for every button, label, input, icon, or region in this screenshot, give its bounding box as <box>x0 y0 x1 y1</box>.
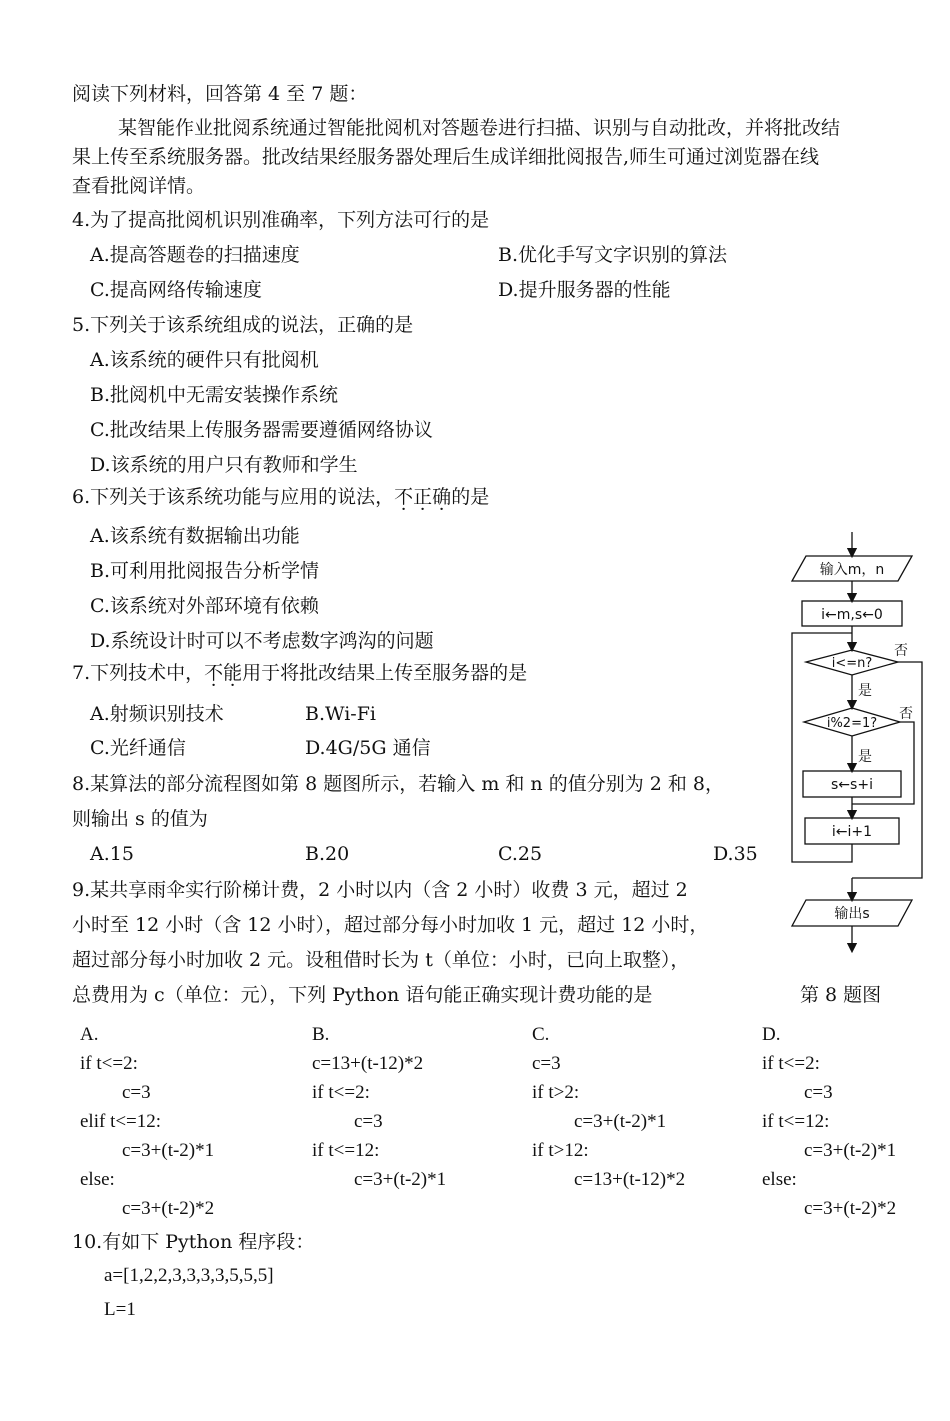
q8-option-b: B.20 <box>305 843 350 865</box>
q9-option-b-code-line: c=3 <box>354 1111 383 1132</box>
q4-option-c: C.提高网络传输速度 <box>90 279 262 301</box>
q7-option-a: A.射频识别技术 <box>90 703 224 725</box>
flow-yes-label-1: 是 <box>858 683 872 699</box>
q9-option-b-label: B. <box>312 1024 330 1045</box>
flowchart-caption: 第 8 题图 <box>800 984 882 1006</box>
q7-stem-prefix: 7.下列技术中， <box>72 662 205 684</box>
q6-stem-suffix: 的是 <box>451 486 490 508</box>
q6-option-d: D.系统设计时可以不考虑数字鸿沟的问题 <box>90 630 434 652</box>
q7-option-b: B.Wi-Fi <box>305 703 376 725</box>
q5-option-a: A.该系统的硬件只有批阅机 <box>90 349 319 371</box>
q9-option-a-code-line: else: <box>80 1169 115 1190</box>
q9-option-a-code-line: c=3+(t-2)*2 <box>122 1198 215 1219</box>
q7-stem-suffix: 用于将批改结果上传至服务器的是 <box>242 662 528 684</box>
q9-option-d-code-line: else: <box>762 1169 797 1190</box>
q9-stem-line-4: 总费用为 c（单位：元），下列 Python 语句能正确实现计费功能的是 <box>72 984 653 1006</box>
q9-option-c-code-line: c=3 <box>532 1053 561 1074</box>
q9-option-d-code-line: c=3+(t-2)*2 <box>804 1198 897 1219</box>
flow-yes-label-2: 是 <box>858 749 872 765</box>
q9-option-a-label: A. <box>80 1024 99 1045</box>
q9-stem-line-3: 超过部分每小时加收 2 元。设租借时长为 t（单位：小时，已向上取整）， <box>72 949 690 971</box>
q5-option-d: D.该系统的用户只有教师和学生 <box>90 454 358 476</box>
q8-stem-line-2: 则输出 s 的值为 <box>72 808 208 830</box>
q7-stem <box>72 661 527 685</box>
q6-emphasis-char-2: 正 <box>413 486 433 508</box>
q10-code-line: L=1 <box>104 1299 136 1320</box>
flow-output-text: 输出s <box>834 906 870 922</box>
q9-option-b-code-line: c=3+(t-2)*1 <box>354 1169 447 1190</box>
q8-option-d: D.35 <box>713 843 758 865</box>
flow-increment-text: i←i+1 <box>831 824 873 840</box>
q9-option-c-code-line: if t>2: <box>532 1082 580 1103</box>
q7-emphasis-char-2: 能 <box>223 662 243 684</box>
material-para-line-1: 某智能作业批阅系统通过智能批阅机对答题卷进行扫描、识别与自动批改，并将批改结 <box>118 117 841 139</box>
flow-decision-1-text: i<=n? <box>831 656 873 671</box>
q6-stem <box>72 485 489 509</box>
q10-code-line: a=[1,2,2,3,3,3,3,5,5,5] <box>104 1265 274 1286</box>
q5-option-c: C.批改结果上传服务器需要遵循网络协议 <box>90 419 433 441</box>
material-heading: 阅读下列材料，回答第 4 至 7 题： <box>72 83 368 105</box>
q8-option-a: A.15 <box>90 843 134 865</box>
q9-option-b-code-line: if t<=2: <box>312 1082 370 1103</box>
q9-option-c-code-line: c=3+(t-2)*1 <box>574 1111 667 1132</box>
flow-no-label-1: 否 <box>894 643 908 659</box>
q9-option-a-code-line: elif t<=12: <box>80 1111 162 1132</box>
material-para-line-3: 查看批阅详情。 <box>72 175 206 197</box>
q9-option-d-code-line: if t<=12: <box>762 1111 830 1132</box>
q4-option-d: D.提升服务器的性能 <box>498 279 671 301</box>
q5-stem: 5.下列关于该系统组成的说法，正确的是 <box>72 314 414 336</box>
q9-option-b-code-line: c=13+(t-12)*2 <box>312 1053 424 1074</box>
q9-option-d-code-line: c=3 <box>804 1082 833 1103</box>
flow-init-text: i←m,s←0 <box>821 607 883 623</box>
q6-emphasis-char-1: 不 <box>394 486 414 508</box>
q9-option-a-code-line: c=3+(t-2)*1 <box>122 1140 215 1161</box>
q6-stem-prefix: 6.下列关于该系统功能与应用的说法， <box>72 486 395 508</box>
q9-option-c-code-line: if t>12: <box>532 1140 589 1161</box>
q6-option-c: C.该系统对外部环境有依赖 <box>90 595 319 617</box>
q9-option-a-code-line: c=3 <box>122 1082 151 1103</box>
q5-option-b: B.批阅机中无需安装操作系统 <box>90 384 339 406</box>
q9-stem-line-2: 小时至 12 小时（含 12 小时），超过部分每小时加收 1 元，超过 12 小时， <box>72 914 709 936</box>
flow-input-text: 输入m，n <box>819 562 885 578</box>
q9-option-d-label: D. <box>762 1024 781 1045</box>
q4-option-b: B.优化手写文字识别的算法 <box>498 244 728 266</box>
q8-stem-line-1: 8.某算法的部分流程图如第 8 题图所示，若输入 m 和 n 的值分别为 2 和 8， <box>72 773 725 795</box>
q6-option-a: A.该系统有数据输出功能 <box>90 525 300 547</box>
q7-option-d: D.4G/5G 通信 <box>305 737 431 759</box>
q9-option-d-code-line: c=3+(t-2)*1 <box>804 1140 897 1161</box>
flowchart-figure-8 <box>780 525 940 975</box>
q4-stem: 4.为了提高批阅机识别准确率，下列方法可行的是 <box>72 209 490 231</box>
q8-option-c: C.25 <box>498 843 543 865</box>
flow-no-label-2: 否 <box>899 706 913 722</box>
q9-option-c-code-line: c=13+(t-12)*2 <box>574 1169 686 1190</box>
material-para-line-2: 果上传至系统服务器。批改结果经服务器处理后生成详细批阅报告,师生可通过浏览器在线 <box>72 146 820 168</box>
q6-option-b: B.可利用批阅报告分析学情 <box>90 560 320 582</box>
q4-option-a: A.提高答题卷的扫描速度 <box>90 244 300 266</box>
q7-option-c: C.光纤通信 <box>90 737 186 759</box>
q9-option-b-code-line: if t<=12: <box>312 1140 380 1161</box>
flow-assign-text: s←s+i <box>831 777 873 793</box>
flow-decision-2-text: i%2=1? <box>826 716 878 731</box>
q9-option-c-label: C. <box>532 1024 550 1045</box>
q9-option-a-code-line: if t<=2: <box>80 1053 138 1074</box>
q9-stem-line-1: 9.某共享雨伞实行阶梯计费，2 小时以内（含 2 小时）收费 3 元，超过 2 <box>72 879 688 901</box>
q7-emphasis-char-1: 不 <box>204 662 224 684</box>
q6-emphasis-char-3: 确 <box>432 486 452 508</box>
q9-option-d-code-line: if t<=2: <box>762 1053 820 1074</box>
q10-stem: 10.有如下 Python 程序段： <box>72 1231 315 1253</box>
